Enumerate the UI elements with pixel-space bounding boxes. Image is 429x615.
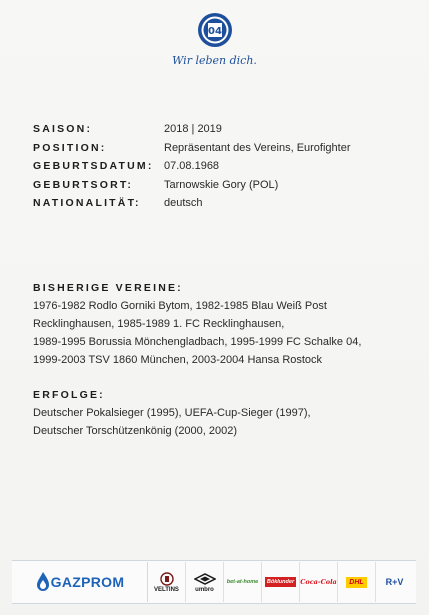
fact-value: Tarnowskie Gory (POL) [164,178,279,191]
fact-label: POSITION: [33,141,107,154]
sponsor-main-label: GAZPROM [50,574,125,590]
umbro-diamond-icon [192,571,218,587]
clubs-section [33,282,413,369]
sponsor-bar [12,560,416,604]
sponsor-dhl [338,562,376,602]
fact-label: GEBURTSORT: [33,178,134,191]
svg-text:04: 04 [207,26,222,37]
section-line: Recklinghausen, 1985-1989 1. FC Recklinghausen, [33,318,285,330]
club-logo [0,12,429,53]
sponsor-bet-at-home [224,562,262,602]
flame-icon [35,571,51,593]
sponsor-rv [376,562,413,602]
fact-row-nationality [33,194,413,213]
achievements-section [33,389,413,440]
sponsor-boklunder [262,562,300,602]
sponsor-label: DHL [346,577,366,588]
fact-label: SAISON: [33,123,93,136]
fact-label: GEBURTSDATUM: [33,160,154,173]
fact-value: 2018 | 2019 [164,123,222,136]
sponsor-veltins [148,562,186,602]
section-title: BISHERIGE VEREINE: [33,282,183,294]
veltins-crest-icon [154,571,180,587]
fact-value: deutsch [164,197,203,210]
section-line: Deutscher Torschützenkönig (2000, 2002) [33,425,238,437]
section-line: Deutscher Pokalsieger (1995), UEFA-Cup-Sieger (1997), [33,407,311,419]
sponsor-umbro [186,562,224,602]
schalke-crest-icon [197,12,233,48]
fact-label: NATIONALITÄT: [33,197,141,210]
sponsor-label: R+V [385,577,404,587]
sponsor-main [12,562,148,602]
sponsor-label: Böklunder [266,579,295,585]
sponsor-coca-cola [300,562,338,602]
fact-row-birthdate [33,157,413,176]
fact-value: 07.08.1968 [164,160,220,173]
section-line: 1989-1995 Borussia Mönchengladbach, 1995-1999 FC Schalke 04, [33,336,362,348]
sponsor-label: umbro [195,587,214,593]
section-line: 1999-2003 TSV 1860 München, 2003-2004 Hansa Rostock [33,354,323,366]
club-slogan: Wir leben dich. [172,54,257,67]
fact-row-birthplace [33,176,413,195]
fact-row-position [33,139,413,158]
fact-row-season [33,120,413,139]
section-line: 1976-1982 Rodlo Gorniki Bytom, 1982-1985 Blau Weiß Post [33,300,327,312]
player-facts [33,120,413,213]
section-title: ERFOLGE: [33,389,105,401]
fact-value: Repräsentant des Vereins, Eurofighter [164,141,351,154]
sponsor-label: bet-at-home [226,579,259,585]
sponsor-label: VELTINS [154,587,179,593]
sponsor-label: Coca-Cola [300,578,337,586]
